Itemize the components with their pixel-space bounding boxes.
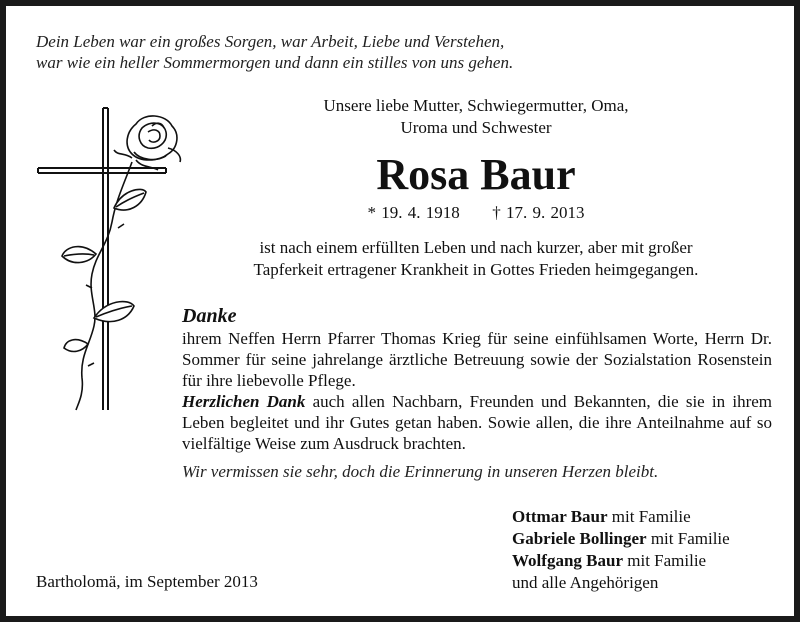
signer-suffix: mit Familie bbox=[646, 529, 730, 548]
closing-line: Wir vermissen sie sehr, doch die Erinnerung in unseren Herzen bleibt. bbox=[182, 462, 659, 481]
signers-list bbox=[512, 506, 782, 594]
signer bbox=[512, 528, 782, 550]
thanks-paragraph-2 bbox=[182, 391, 772, 454]
intro-line-1: Unsere liebe Mutter, Schwiegermutter, Oma, bbox=[323, 96, 629, 115]
signer-suffix: mit Familie bbox=[607, 507, 691, 526]
thanks-paragraph-1: ihrem Neffen Herrn Pfarrer Thomas Krieg für seine einfühlsamen Worte, Herrn Dr. Sommer für seine jahrelange ärztliche Betreuung sowie der Sozialstation Rosenstein für ihre liebevolle Pflege. bbox=[182, 329, 772, 390]
signer-name: Ottmar Baur bbox=[512, 507, 608, 526]
rose-icon bbox=[62, 116, 180, 410]
birth-date: * 19. 4. 1918 bbox=[367, 203, 460, 222]
life-dates bbox=[276, 202, 676, 224]
signer bbox=[512, 506, 782, 528]
signer-name: Wolfgang Baur bbox=[512, 551, 623, 570]
motto-line-2: war wie ein heller Sommermorgen und dann ein stilles von uns gehen. bbox=[36, 53, 514, 72]
death-date: † 17. 9. 2013 bbox=[492, 203, 585, 222]
signer-name: Gabriele Bollinger bbox=[512, 529, 647, 548]
thanks-paragraph-2-lead: Herzlichen Dank bbox=[182, 392, 306, 411]
passage-line-1: ist nach einem erfüllten Leben und nach kurzer, aber mit großer bbox=[259, 238, 693, 257]
intro-text bbox=[276, 95, 676, 139]
cross-rose-artwork bbox=[32, 104, 182, 414]
thanks-section bbox=[182, 304, 772, 454]
passing-statement bbox=[186, 237, 766, 281]
signer bbox=[512, 550, 782, 572]
thanks-paragraph-2-rest: auch allen Nachbarn, Freunden und Bekannten, die sie in ihrem Leben begleitet und ihr Gutes getan haben. Sowie allen, die ihre Anteilnahme auf so vielfältige Weise zum Ausdruck brachten. bbox=[182, 392, 773, 453]
motto-line-1: Dein Leben war ein großes Sorgen, war Arbeit, Liebe und Verstehen, bbox=[36, 32, 505, 51]
deceased-name: Rosa Baur bbox=[376, 150, 576, 199]
intro-line-2: Uroma und Schwester bbox=[400, 118, 552, 137]
signers-tail: und alle Angehörigen bbox=[512, 573, 659, 592]
motto-verse bbox=[36, 31, 776, 73]
place-date: Bartholomä, im September 2013 bbox=[36, 572, 258, 591]
signer-suffix: mit Familie bbox=[623, 551, 707, 570]
thanks-heading: Danke bbox=[182, 305, 237, 327]
passage-line-2: Tapferkeit ertragener Krankheit in Gottes Frieden heimgegangen. bbox=[253, 260, 699, 279]
